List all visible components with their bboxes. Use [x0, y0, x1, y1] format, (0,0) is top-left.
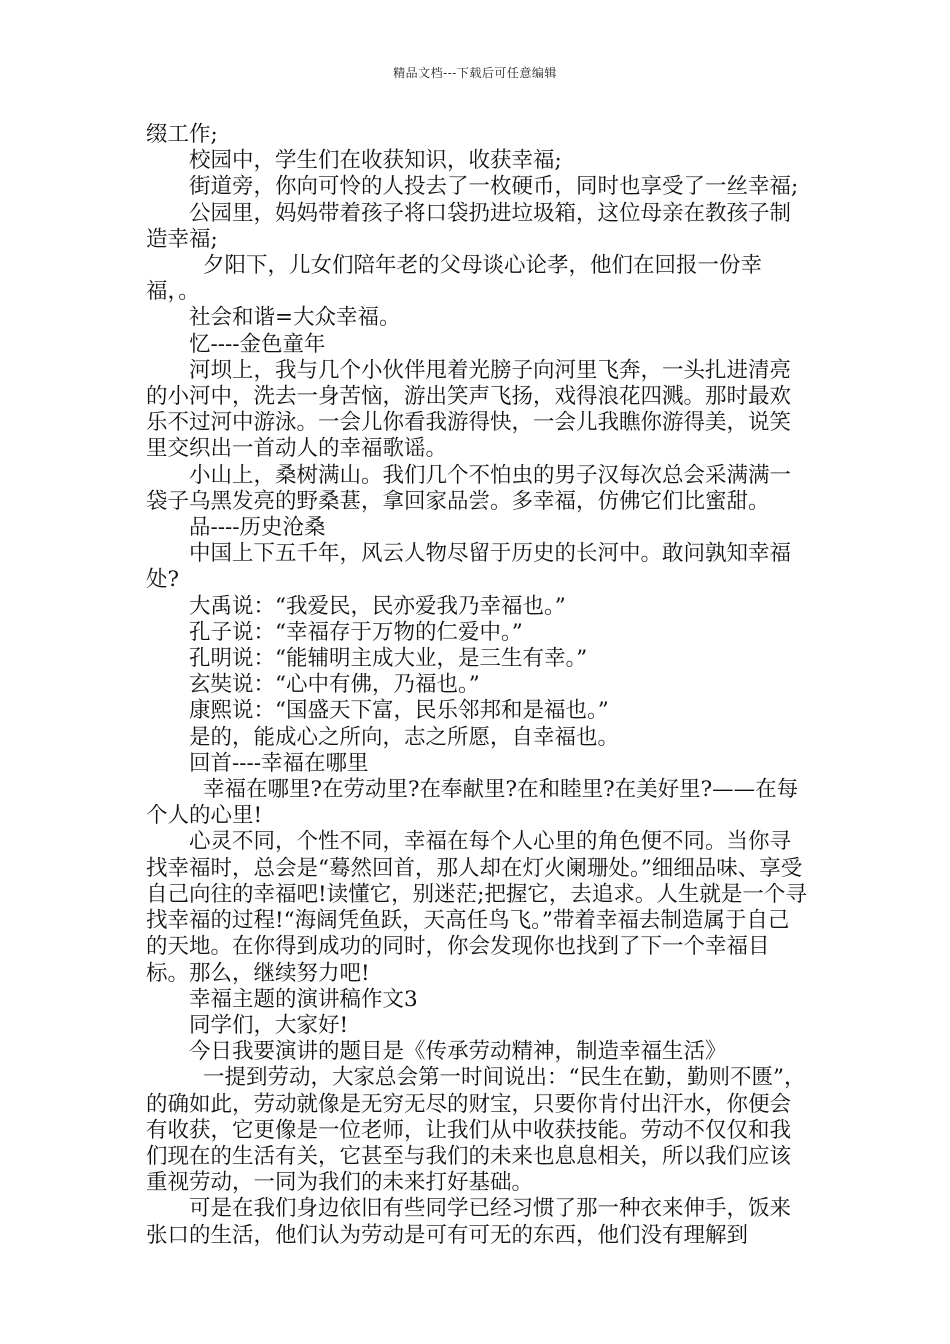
essay-title: 幸福主题的演讲稿作文3: [189, 986, 418, 1012]
page-header: 精品文档---下载后可任意编辑: [393, 66, 557, 80]
paragraph: 可是在我们身边依旧有些同学已经习惯了那一种衣来伸手，饭来张口的生活，他们认为劳动是可有可无的东西，他们没有理解到: [146, 1196, 792, 1248]
paragraph: 缀工作;: [146, 122, 218, 147]
paragraph: 社会和谐=大众幸福。: [189, 305, 401, 331]
paragraph: 校园中，学生们在收获知识，收获幸福;: [189, 148, 562, 174]
paragraph: 一提到劳动，大家总会第一时间说出：“民生在勤，勤则不匮”，的确如此，劳动就像是无穷无尽的财宝，只要你肯付出汗水，你便会有收获，它更像是一位老师，让我们从中收获技能。劳动不仅仅和我们现在的生活有关，它甚至与我们的未来也息息相关，所以我们应该重视劳动，一同为我们的未来打好基础。: [146, 1065, 806, 1196]
section-heading: 忆----金色童年: [189, 331, 326, 357]
paragraph: 河坝上，我与几个小伙伴甩着光膀子向河里飞奔，一头扎进清亮的小河中，洗去一身苦恼，游出笑声飞扬，戏得浪花四溅。那时最欢乐不过河中游泳。一会儿你看我游得快，一会儿我瞧你游得美，说笑里交织出一首动人的幸福歌谣。: [146, 357, 792, 462]
paragraph: 街道旁，你向可怜的人投去了一枚硬币，同时也享受了一丝幸福;: [189, 174, 799, 200]
paragraph: 是的，能成心之所向，志之所愿，自幸福也。: [189, 724, 620, 750]
paragraph: 今日我要演讲的题目是《传承劳动精神，制造幸福生活》: [189, 1039, 727, 1065]
quote-line: 孔明说：“能辅明主成大业，是三生有幸。”: [189, 646, 588, 672]
paragraph: 夕阳下，儿女们陪年老的父母谈心论孝，他们在回报一份幸福，。: [146, 253, 763, 305]
section-heading: 回首----幸福在哪里: [189, 750, 369, 776]
quote-line: 大禹说：“我爱民，民亦爱我乃幸福也。”: [189, 593, 566, 619]
paragraph: 同学们，大家好!: [189, 1012, 349, 1038]
section-heading: 品----历史沧桑: [189, 515, 326, 541]
document-body: [146, 122, 808, 1249]
paragraph: 中国上下五千年，风云人物尽留于历史的长河中。敢问孰知幸福处?: [146, 541, 792, 593]
paragraph: 幸福在哪里?在劳动里?在奉献里?在和睦里?在美好里?——在每个人的心里!: [146, 777, 799, 829]
quote-line: 康熙说：“国盛天下富，民乐邻邦和是福也。”: [189, 698, 609, 724]
paragraph: 小山上，桑树满山。我们几个不怕虫的男子汉每次总会采满满一袋子乌黑发亮的野桑葚，拿回家品尝。多幸福，仿佛它们比蜜甜。: [146, 462, 792, 514]
paragraph: 心灵不同，个性不同，幸福在每个人心里的角色便不同。当你寻找幸福时，总会是“蓦然回首，那人却在灯火阑珊处。”细细品味、享受自己向往的幸福吧!读懂它，别迷茫;把握它，去追求。人生就是一个寻找幸福的过程!“海阔凭鱼跃，天高任鸟飞。”带着幸福去制造属于自己的天地。在你得到成功的同时，你会发现你也找到了下一个幸福目标。那么，继续努力吧!: [146, 829, 807, 986]
quote-line: 孔子说：“幸福存于万物的仁爱中。”: [189, 619, 523, 645]
paragraph: 公园里，妈妈带着孩子将口袋扔进垃圾箱，这位母亲在教孩子制造幸福;: [146, 200, 792, 252]
quote-line: 玄奘说：“心中有佛，乃福也。”: [189, 672, 480, 698]
